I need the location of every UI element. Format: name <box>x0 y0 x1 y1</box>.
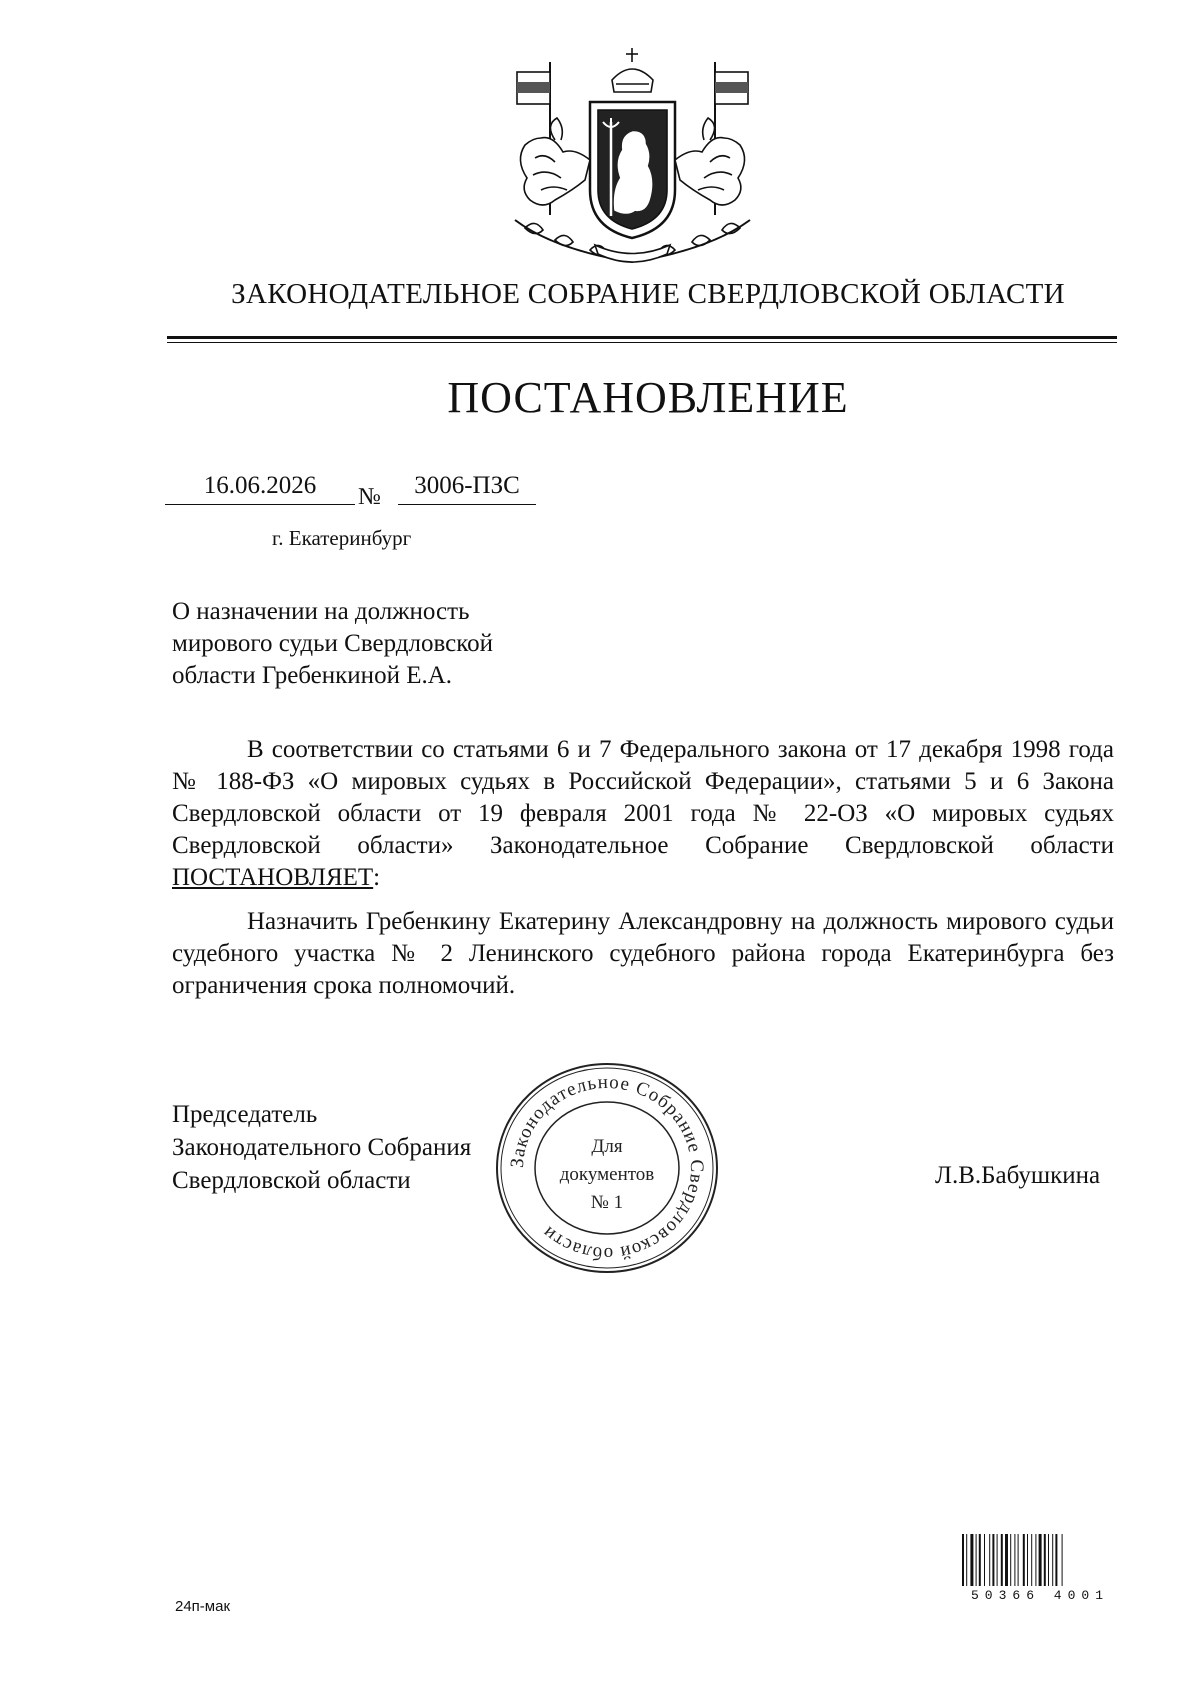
barcode <box>962 1534 1118 1586</box>
seal-center-line: Для <box>591 1136 623 1157</box>
barcode-bar <box>1023 1534 1025 1586</box>
subject-line: мирового судьи Свердловской <box>172 630 493 657</box>
document-type-title: ПОСТАНОВЛЕНИЕ <box>447 373 849 422</box>
body-paragraph-2: Назначить Гребенкину Екатерину Александровну на должность мирового судьи судебного участка № 2 Ленинского судебного района города Екатеринбурга без ограничения срока полномочий. <box>172 908 1114 999</box>
document-city: г. Екатеринбург <box>272 526 412 550</box>
barcode-bar <box>1035 1534 1036 1586</box>
barcode-bar <box>1048 1534 1049 1586</box>
document-date: 16.06.2026 <box>165 472 355 505</box>
barcode-bar <box>962 1534 964 1586</box>
barcode-number: 50366 4001 <box>970 1588 1109 1603</box>
paragraph-end: : <box>373 864 381 891</box>
barcode-bar <box>1014 1534 1015 1586</box>
coat-of-arms-emblem <box>495 40 770 275</box>
document-subject <box>172 596 493 692</box>
header-rule-thin <box>167 342 1117 343</box>
signer-title <box>172 1098 471 1197</box>
barcode-bar <box>1005 1534 1008 1586</box>
seal-center-line: документов <box>559 1164 655 1185</box>
signer-title-line: Законодательного Собрания <box>172 1134 472 1161</box>
barcode-bar <box>1039 1534 1042 1586</box>
barcode-bar <box>979 1534 981 1586</box>
barcode-bar <box>1018 1534 1019 1586</box>
barcode-bar <box>1062 1534 1063 1586</box>
subject-line: О назначении на должность <box>172 598 470 625</box>
signer-title-line: Председатель <box>172 1101 318 1128</box>
decree-word: ПОСТАНОВЛЯЕТ <box>172 864 374 891</box>
barcode-bar <box>997 1534 998 1586</box>
header-rule-thick <box>167 336 1117 339</box>
seal-ring-text: Законодательное Собрание Свердловской области <box>506 1071 708 1265</box>
number-sign: № <box>358 484 381 510</box>
barcode-bar <box>992 1534 994 1586</box>
barcode-bar <box>1031 1534 1032 1586</box>
barcode-bar <box>976 1534 977 1586</box>
barcode-bar <box>984 1534 985 1586</box>
paragraph-text: В соответствии со статьями 6 и 7 Федерального закона от 17 декабря 1998 года № 188-ФЗ «О мировых судьях в Российской Федерации», статьями 5 и 6 Закона Свердловской области от 19 февраля 2001 года № 22-ОЗ «О мировых судьях Свердловской области» Законодательное Собрание Свердловской области <box>172 736 1114 859</box>
barcode-bar <box>1027 1534 1028 1586</box>
signer-name: Л.В.Бабушкина <box>935 1162 1101 1189</box>
document-number: 3006-ПЗС <box>398 472 536 505</box>
barcode-bar <box>1055 1534 1057 1586</box>
barcode-bar <box>970 1534 973 1586</box>
barcode-bar <box>1010 1534 1011 1586</box>
seal-center-line: № 1 <box>590 1192 624 1213</box>
signer-title-line: Свердловской области <box>172 1167 411 1194</box>
body-paragraph-1 <box>172 734 1114 894</box>
barcode-bar <box>1044 1534 1046 1586</box>
barcode-bar <box>989 1534 990 1586</box>
barcode-bar <box>1052 1534 1053 1586</box>
footer-code: 24п-мак <box>175 1598 231 1615</box>
subject-line: области Гребенкиной Е.А. <box>172 662 453 689</box>
official-seal <box>493 1060 721 1276</box>
barcode-bar <box>1001 1534 1003 1586</box>
organization-name: ЗАКОНОДАТЕЛЬНОЕ СОБРАНИЕ СВЕРДЛОВСКОЙ ОБЛАСТИ <box>231 278 1065 310</box>
barcode-bar <box>966 1534 967 1586</box>
